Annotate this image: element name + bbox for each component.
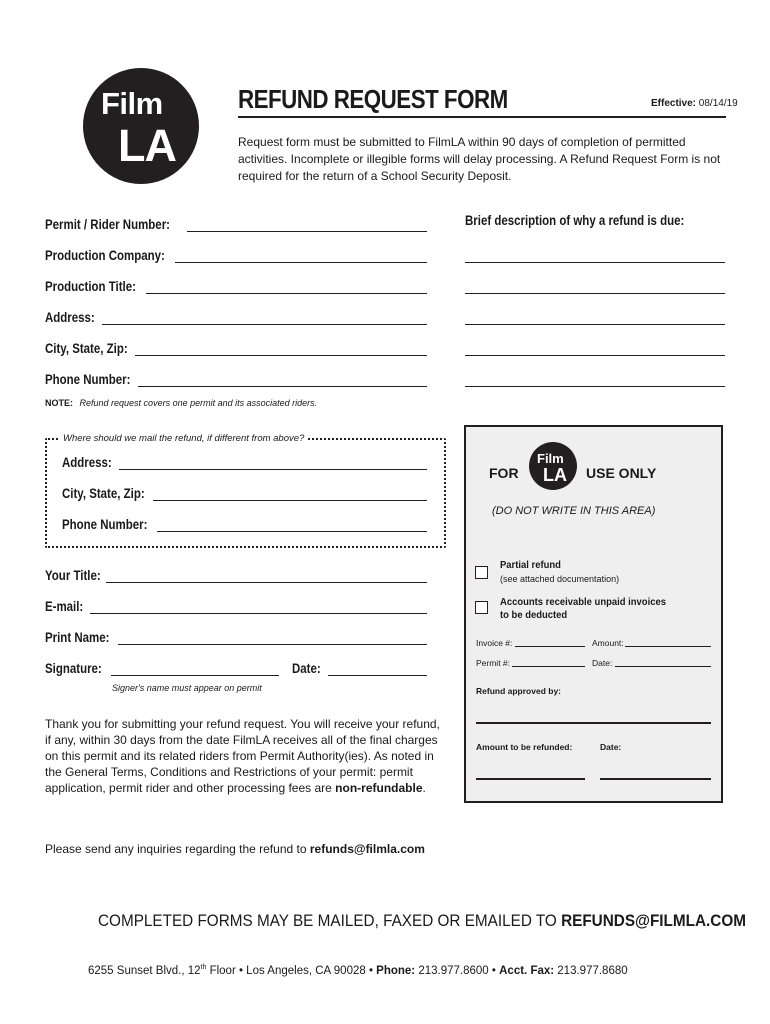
email-field[interactable] [90,613,427,614]
phone-number-label: Phone Number: [45,372,131,387]
production-title-label: Production Title: [45,279,136,294]
permit-rider-label: Permit / Rider Number: [45,217,170,232]
production-company-label: Production Company: [45,248,165,263]
partial-refund-sub: (see attached documentation) [500,574,620,584]
note-label: NOTE: [45,398,73,408]
invoice-label: Invoice #: [476,638,513,648]
logo-film-text: Film [101,86,163,121]
effective-date [651,98,738,109]
address-field[interactable] [102,324,427,325]
amount-label: Amount: [592,638,624,648]
effective-label: Effective: [651,98,697,109]
print-name-field[interactable] [118,644,427,645]
small-logo-la: LA [543,465,567,485]
intro-text: Request form must be submitted to FilmLA within 90 days of completion of permitted activities. Incomplete or illegible forms will delay processing. A Refund Request Form is not required for the return of a School Security Deposit. [238,135,721,183]
signature-field[interactable] [111,675,279,676]
production-company-field[interactable] [175,262,427,263]
permit-number-label: Permit #: [476,658,511,668]
refund-description-label: Brief description of why a refund is due: [465,213,685,228]
street: 6255 Sunset Blvd., 12 [88,964,201,977]
phone-number-field[interactable] [138,386,427,387]
small-logo-film: Film [537,451,564,466]
amount-refunded-label: Amount to be refunded: [476,742,573,752]
partial-refund-checkbox[interactable] [475,566,488,579]
phone-value: 213.977.8600 • [415,964,500,977]
signer-caption: Signer's name must appear on permit [112,683,262,693]
print-name-label: Print Name: [45,630,110,645]
thanks-text: Thank you for submitting your refund request. You will receive your refund, if any, within 30 days from the date FilmLA receives all of the final charges on this permit and its related riders from Permit Authority(ies). As noted in the General Terms, Conditions and Restrictions of your permit: permit application, permit rider and other processing fees are [45,717,440,795]
address-label: Address: [45,310,95,325]
description-line-5[interactable] [465,386,725,387]
fax-label: Acct. Fax: [499,964,555,977]
for-text: FOR [489,465,519,481]
accounts-receivable-label-1: Accounts receivable unpaid invoices [500,596,666,608]
amount-field[interactable] [625,646,711,647]
footer-address [88,964,628,977]
signature-label: Signature: [45,661,102,676]
description-line-3[interactable] [465,324,725,325]
phone-label: Phone: [376,964,416,977]
mail-city-state-zip-field[interactable] [153,500,427,501]
title-rule [238,116,726,118]
inquiry-text: Please send any inquiries regarding the refund to [45,842,307,856]
signature-date-field[interactable] [328,675,427,676]
your-title-field[interactable] [106,582,427,583]
non-refundable-text: non-refundable [335,781,423,795]
accounts-receivable-label-2: to be deducted [500,609,568,621]
mail-phone-field[interactable] [157,531,427,532]
accounts-receivable-checkbox[interactable] [475,601,488,614]
approved-by-label: Refund approved by: [476,686,562,696]
office-date-field[interactable] [615,666,711,667]
invoice-field[interactable] [515,646,585,647]
amount-refunded-field[interactable] [476,778,585,780]
email-label: E-mail: [45,599,84,614]
ordinal: th [200,964,207,971]
use-only-text: USE ONLY [586,465,657,481]
fax-value: 213.977.8680 [554,964,628,977]
permit-number-field[interactable] [512,666,585,667]
mailed-text: COMPLETED FORMS MAY BE MAILED, FAXED OR EMAILED TO [98,911,557,930]
filmla-small-logo [529,442,577,490]
city-state-zip-field[interactable] [135,355,427,356]
thanks-paragraph [45,716,445,796]
permit-rider-field[interactable] [187,231,427,232]
mailed-banner [98,911,746,931]
refund-date-label: Date: [600,742,622,752]
logo-la-text: LA [118,120,176,171]
refund-date-field[interactable] [600,778,711,780]
description-line-4[interactable] [465,355,725,356]
thanks-period: . [422,781,426,795]
mailing-caption: Where should we mail the refund, if different from above? [60,433,307,444]
do-not-write-text: (DO NOT WRITE IN THIS AREA) [492,505,656,517]
partial-refund-label: Partial refund [500,559,561,571]
your-title-label: Your Title: [45,568,101,583]
mailed-email[interactable]: REFUNDS@FILMLA.COM [561,911,746,930]
description-line-2[interactable] [465,293,725,294]
mail-address-field[interactable] [119,469,427,470]
filmla-logo [83,68,199,184]
effective-value: 08/14/19 [698,98,738,109]
street-rest: Floor • Los Angeles, CA 90028 • [206,964,377,977]
mail-phone-label: Phone Number: [62,517,148,532]
office-date-label: Date: [592,658,613,668]
signature-date-label: Date: [292,661,321,676]
mail-city-state-zip-label: City, State, Zip: [62,486,145,501]
page-title: REFUND REQUEST FORM [238,84,508,114]
approved-by-field[interactable] [476,722,711,724]
description-line-1[interactable] [465,262,725,263]
note [45,398,317,408]
inquiry-line [45,842,425,856]
mail-address-label: Address: [62,455,112,470]
inquiry-email[interactable]: refunds@filmla.com [309,842,425,856]
note-text: Refund request covers one permit and its associated riders. [79,398,318,408]
production-title-field[interactable] [146,293,427,294]
city-state-zip-label: City, State, Zip: [45,341,128,356]
